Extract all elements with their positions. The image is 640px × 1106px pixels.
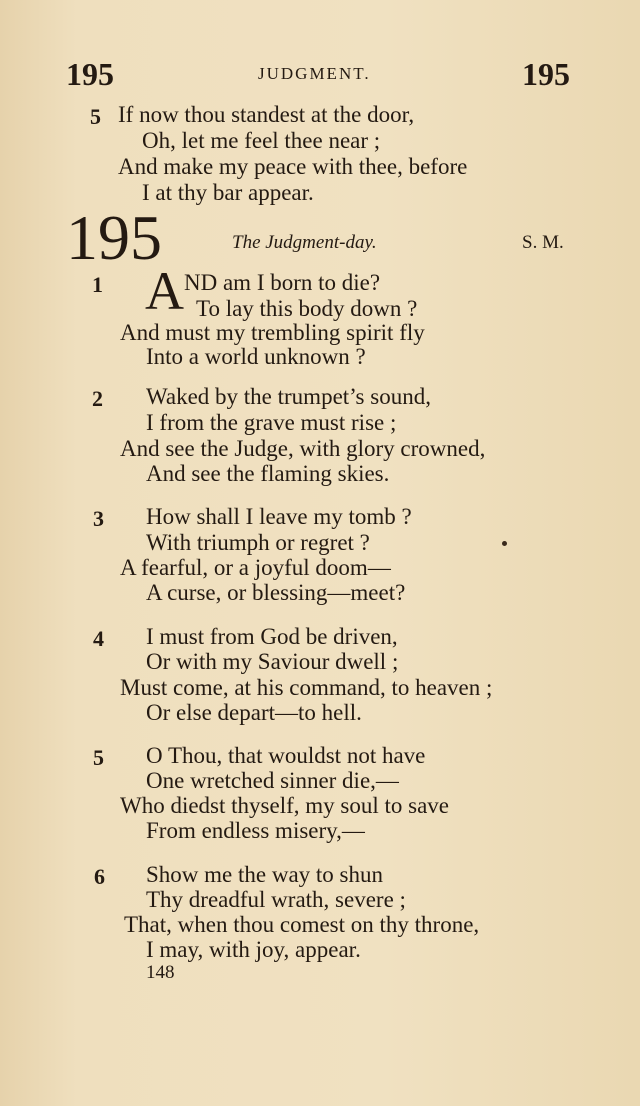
hymn-meter: S. M.	[522, 232, 564, 253]
stanza-line: And see the flaming skies.	[146, 461, 390, 486]
stanza-line: Waked by the trumpet’s sound,	[146, 384, 431, 409]
stanza-number: 5	[90, 104, 101, 129]
stanza-number: 6	[94, 864, 105, 889]
stanza-line: Oh, let me feel thee near ;	[142, 128, 381, 153]
stanza-line: Thy dreadful wrath, severe ;	[146, 887, 406, 912]
stanza-line: Or with my Saviour dwell ;	[146, 649, 399, 674]
stanza-line: And see the Judge, with glory crowned,	[120, 436, 486, 461]
stanza-line: And make my peace with thee, before	[118, 154, 468, 179]
folio-number: 148	[146, 962, 175, 983]
stanza-number: 4	[93, 626, 104, 651]
stanza-line: One wretched sinner die,—	[146, 768, 399, 793]
stanza-line: Or else depart—to hell.	[146, 700, 362, 725]
stanza-number: 5	[93, 745, 104, 770]
stanza-line: How shall I leave my tomb ?	[146, 504, 412, 529]
hymn-title: The Judgment-day.	[232, 232, 377, 253]
stanza-number: 3	[93, 506, 104, 531]
stanza-line: I must from God be driven,	[146, 624, 398, 649]
stanza-line: Who diedst thyself, my soul to save	[120, 793, 449, 818]
stanza-line: A fearful, or a joyful doom—	[120, 555, 391, 580]
stanza-line: Must come, at his command, to heaven ;	[120, 675, 493, 700]
drop-cap: A	[145, 261, 184, 321]
stanza-line: From endless misery,—	[146, 818, 365, 843]
stanza-line: Into a world unknown ?	[146, 344, 366, 369]
stanza-line: Show me the way to shun	[146, 862, 384, 887]
stanza-line: ND am I born to die?	[184, 270, 381, 295]
page-number-left: 195	[66, 56, 114, 92]
stanza-line: I may, with joy, appear.	[146, 937, 361, 962]
stanza-line: If now thou standest at the door,	[118, 102, 415, 127]
stanza-line: I from the grave must rise ;	[146, 410, 397, 435]
stanza-line: With triumph or regret ?	[146, 530, 370, 555]
stanza-line: And must my trembling spirit fly	[120, 320, 425, 345]
stanza-line: O Thou, that wouldst not have	[146, 743, 426, 768]
stanza-number: 2	[92, 386, 103, 411]
stanza-line: A curse, or blessing—meet?	[146, 580, 406, 605]
stanza-number: 1	[92, 272, 103, 297]
ink-speck	[502, 541, 507, 546]
running-head: JUDGMENT.	[258, 64, 371, 83]
hymn-number: 195	[66, 202, 162, 273]
stanza-line: I at thy bar appear.	[142, 180, 314, 205]
stanza-line: That, when thou comest on thy throne,	[124, 912, 480, 937]
stanza-line: To lay this body down ?	[196, 296, 418, 321]
page-number-right: 195	[522, 56, 570, 92]
